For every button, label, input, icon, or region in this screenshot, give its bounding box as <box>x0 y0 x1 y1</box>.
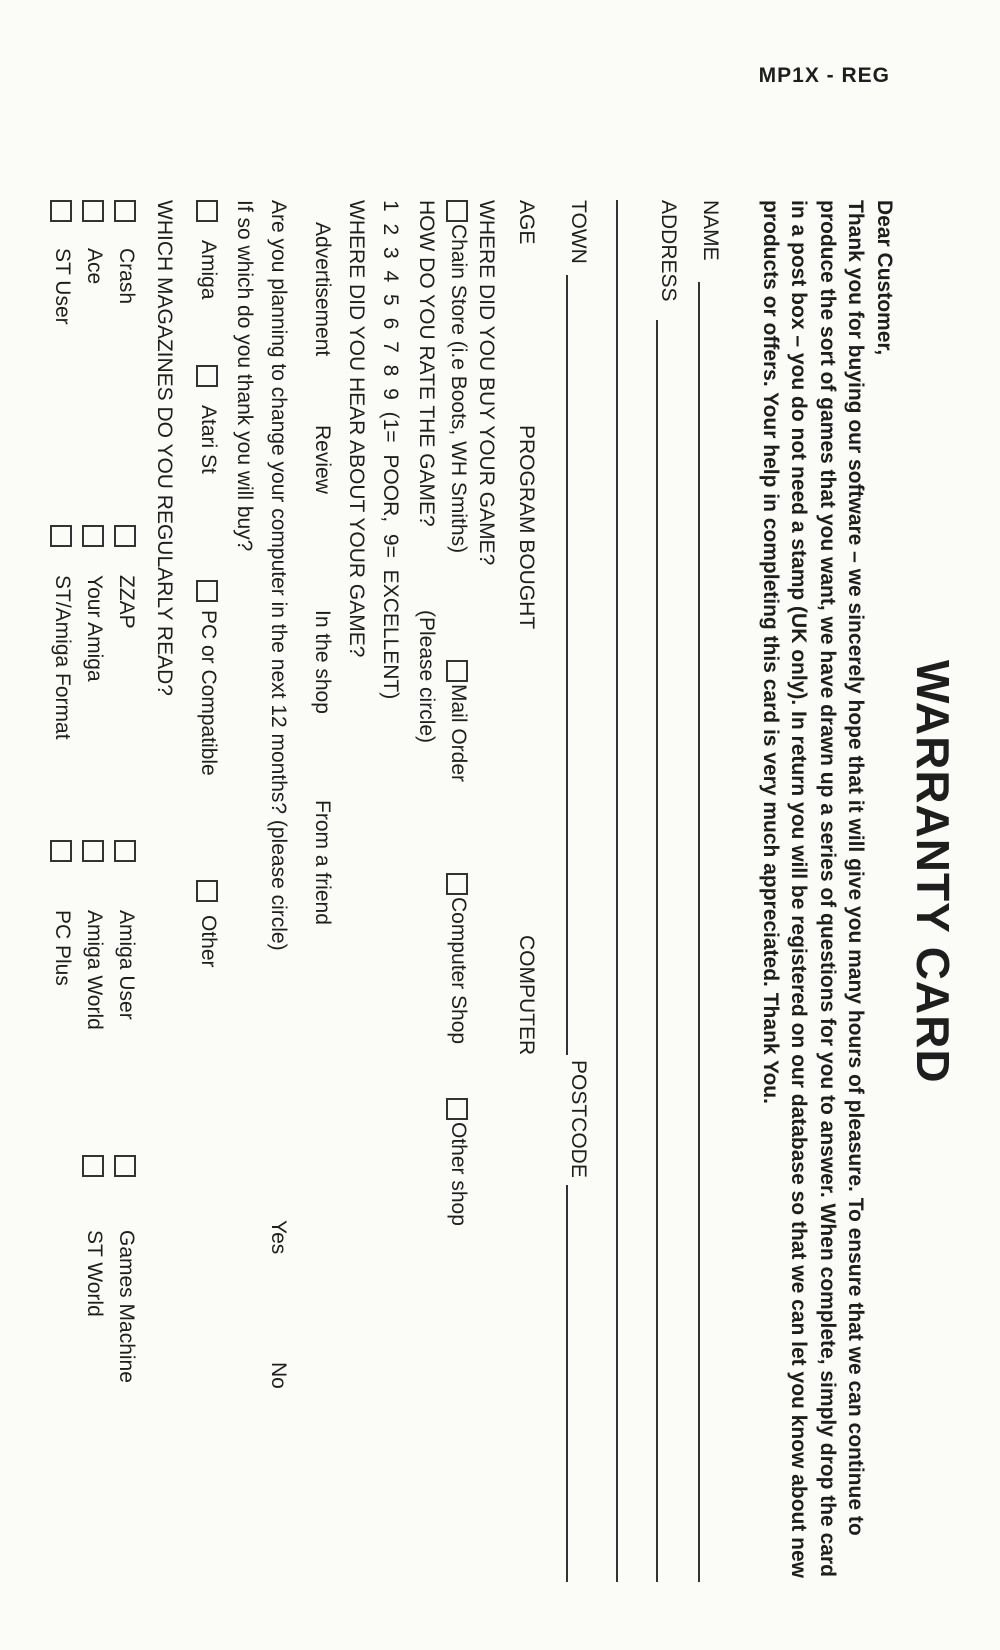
st-world-checkbox[interactable] <box>82 1155 104 1177</box>
other-shop-checkbox[interactable] <box>446 1098 468 1120</box>
amiga-world-checkbox[interactable] <box>82 840 104 862</box>
change-yes[interactable]: Yes <box>267 1220 290 1255</box>
ace-label: Ace <box>83 248 106 285</box>
hear-in-the-shop[interactable]: In the shop <box>311 610 334 714</box>
pc-plus-label: PC Plus <box>51 910 74 986</box>
hear-advertisement[interactable]: Advertisement <box>311 222 334 357</box>
atari-st-label: Atari St <box>197 405 220 474</box>
rate-scale[interactable]: 1 2 3 4 5 6 7 8 9 (1= POOR, 9= EXCELLENT) <box>379 200 402 700</box>
greeting: Dear Customer, <box>873 200 896 356</box>
amiga-world-label: Amiga World <box>83 910 106 1030</box>
program-label: PROGRAM BOUGHT <box>515 425 538 630</box>
rate-note: (Please circle) <box>415 610 438 744</box>
other-computer-checkbox[interactable] <box>196 880 218 902</box>
amiga-checkbox[interactable] <box>196 200 218 222</box>
hear-from-a-friend[interactable]: From a friend <box>311 800 334 925</box>
rate-question: HOW DO YOU RATE THE GAME? <box>415 200 438 527</box>
amiga-user-checkbox[interactable] <box>114 840 136 862</box>
change-followup: If so which do you thank you will buy? <box>233 200 256 552</box>
postcode-line[interactable] <box>566 1185 568 1582</box>
change-no[interactable]: No <box>267 1362 290 1389</box>
form-code: MP1X - REG <box>758 64 890 87</box>
games-machine-label: Games Machine <box>115 1230 138 1383</box>
address-label: ADDRESS <box>657 200 680 302</box>
hear-question: WHERE DID YOU HEAR ABOUT YOUR GAME? <box>345 200 368 658</box>
zzap-label: ZZAP <box>115 575 138 629</box>
warranty-card <box>40 200 959 1650</box>
card-title: WARRANTY CARD <box>907 660 959 1084</box>
games-machine-checkbox[interactable] <box>114 1155 136 1177</box>
crash-checkbox[interactable] <box>114 200 136 222</box>
crash-label: Crash <box>115 248 138 305</box>
town-label: TOWN <box>567 200 590 264</box>
name-line[interactable] <box>698 282 700 1582</box>
your-amiga-label: Your Amiga <box>83 575 106 682</box>
pc-plus-checkbox[interactable] <box>50 840 72 862</box>
atari-st-checkbox[interactable] <box>196 365 218 387</box>
amiga-user-label: Amiga User <box>115 910 138 1020</box>
st-user-checkbox[interactable] <box>50 200 72 222</box>
mail-order-label: Mail Order <box>447 684 470 783</box>
your-amiga-checkbox[interactable] <box>82 525 104 547</box>
computer-shop-label: Computer Shop <box>447 897 470 1045</box>
magazines-question: WHICH MAGAZINES DO YOU REGULARLY READ? <box>153 200 176 696</box>
address-line-2[interactable] <box>616 200 618 1582</box>
amiga-label: Amiga <box>197 240 220 300</box>
change-question: Are you planning to change your computer in the next 12 months? (please circle) <box>267 200 290 951</box>
pc-compatible-label: PC or Compatible <box>197 610 220 776</box>
other-computer-label: Other <box>197 915 220 968</box>
ace-checkbox[interactable] <box>82 200 104 222</box>
st-amiga-format-checkbox[interactable] <box>50 525 72 547</box>
computer-shop-checkbox[interactable] <box>446 873 468 895</box>
mail-order-checkbox[interactable] <box>446 660 468 682</box>
name-label: NAME <box>699 200 722 261</box>
hear-review[interactable]: Review <box>311 425 334 494</box>
address-line-1[interactable] <box>656 320 658 1582</box>
other-shop-label: Other shop <box>447 1122 470 1226</box>
pc-compatible-checkbox[interactable] <box>196 580 218 602</box>
intro-text: Thank you for buying our software – we sincerely hope that it will give you many hours of pleasure. To ensure that we can continue to produce the sort of games that you want, we have drawn up a series of questions for you to answer. When complete, simply drop the card in a post box – you do not need a stamp (UK only). In return you will be registered on our database so that we can let you know about new products or offers. Your help in completing this card is very much appreciated. Thank You. <box>759 200 868 1579</box>
intro-block <box>756 200 899 1590</box>
zzap-checkbox[interactable] <box>114 525 136 547</box>
st-amiga-format-label: ST/Amiga Format <box>51 575 74 740</box>
st-user-label: ST User <box>51 248 74 325</box>
chain-store-label: Chain Store (i.e Boots, WH Smiths) <box>447 224 470 554</box>
computer-label: COMPUTER <box>515 935 538 1056</box>
where-buy-question: WHERE DID YOU BUY YOUR GAME? <box>475 200 498 566</box>
town-line[interactable] <box>566 275 568 1055</box>
age-label: AGE <box>515 200 538 245</box>
chain-store-checkbox[interactable] <box>446 200 468 222</box>
st-world-label: ST World <box>83 1230 106 1317</box>
postcode-label: POSTCODE <box>567 1060 590 1178</box>
